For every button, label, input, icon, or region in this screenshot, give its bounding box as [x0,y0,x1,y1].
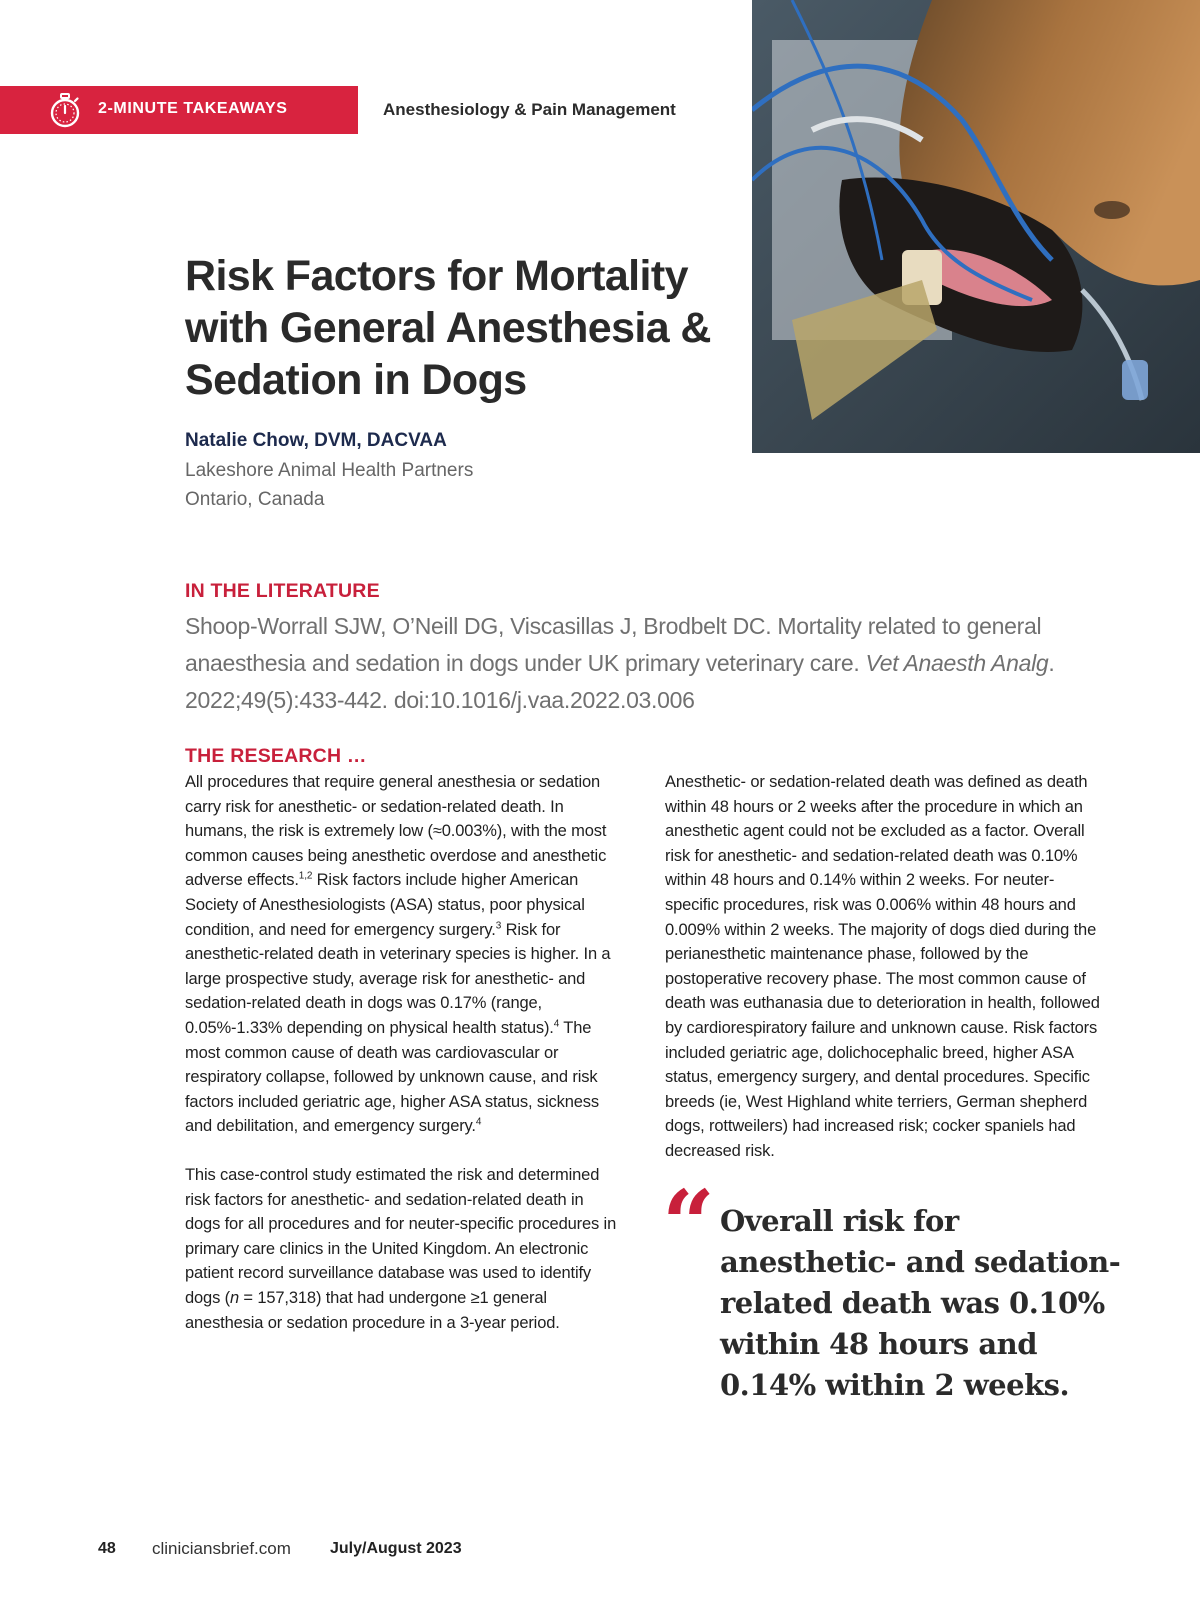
stopwatch-icon [48,93,82,129]
author-affiliation: Lakeshore Animal Health Partners [185,460,474,481]
paragraph-text: Risk for anesthetic-related death in veterinary species is higher. In a large prospective study, average risk for anesthetic- and sedation-related death in dogs was 0.17% (range, 0.05%-1.33% depending on physical health status). [185,920,611,1037]
research-heading: THE RESEARCH … [185,745,367,767]
reference-superscript: 4 [475,1116,482,1128]
paragraph-text: This case-control study estimated the risk and determined risk factors for anesthetic- and sedation-related death in dogs for all procedures and for neuter-specific procedures in primary care clinics in the United Kingdom. An electronic patient record surveillance database was used to identify dogs ( [185,1166,617,1307]
paragraph-text: All procedures that require general anesthesia or sedation carry risk for anesthetic- or sedation-related death. In humans, the risk is extremely low (≈0.003%), with the most common causes being anesthetic overdose and anesthetic adverse effects. [185,773,607,890]
research-paragraph-3: Anesthetic- or sedation-related death was defined as death within 48 hours or 2 weeks after the procedure in which an anesthetic agent could not be excluded as a factor. Overall risk for anesthetic- and sedation-related death was 0.10% within 48 hours and 0.14% within 2 weeks. For neuter-specific procedures, risk was 0.006% within 48 hours and 0.009% within 2 weeks. The majority of dogs died during the perianesthetic maintenance phase, followed by the postoperative recovery phase. The most common cause of death was euthanasia due to deterioration in health, followed by cardiorespiratory failure and unknown cause. Risk factors included geriatric age, dolichocephalic breed, higher ASA status, emergency surgery, and dental procedures. Specific breeds (ie, West Highland white terriers, German shepherd dogs, rottweilers) had increased risk; cocker spaniels had decreased risk. [665,773,1100,1160]
article-photo [752,0,1200,453]
reference-superscript: 1,2 [298,870,313,882]
paragraph-text: Risk factors include higher American Society of Anesthesiologists (ASA) status, poor physical condition, and need for emergency surgery. [185,871,585,939]
citation-authors-title: Shoop-Worrall SJW, O’Neill DG, Viscasillas J, Brodbelt DC. Mortality related to general anaesthesia and sedation in dogs under UK primary veterinary care. [185,613,1042,676]
literature-heading: IN THE LITERATURE [185,580,380,602]
category-label: Anesthesiology & Pain Management [383,100,676,119]
pull-quote: Overall risk for anesthetic- and sedation-related death was 0.10% within 48 hours and 0.14% within 2 weeks. [720,1204,1121,1402]
author-location: Ontario, Canada [185,489,325,510]
reference-superscript: 3 [495,920,502,932]
paragraph-text: The most common cause of death was cardiovascular or respiratory collapse, followed by unknown cause, and risk factors included geriatric age, higher ASA status, sickness and debilitation, and emergency surgery. [185,1018,599,1136]
author-name: Natalie Chow, DVM, DACVAA [185,430,447,451]
citation-details: . 2022;49(5):433-442. doi:10.1016/j.vaa.2022.03.006 [185,650,1055,713]
article-title: Risk Factors for Mortality with General Anesthesia & Sedation in Dogs [185,252,711,404]
paragraph-text: = 157,318) that had undergone ≥1 general anesthesia or sedation procedure in a 3-year period. [185,1288,560,1332]
site-link[interactable]: cliniciansbrief.com [152,1539,291,1558]
research-paragraph-2 [185,1163,623,1335]
page-number: 48 [98,1540,116,1557]
dog-under-anesthesia-image [752,0,1200,453]
citation [185,608,1065,719]
issue-date: July/August 2023 [330,1540,462,1557]
quote-mark-icon: “ [662,1170,715,1278]
reference-superscript: 4 [553,1018,560,1030]
citation-journal: Vet Anaesth Analg [865,650,1049,676]
research-paragraph-1 [185,770,623,1139]
section-banner [0,86,358,134]
banner-label: 2-MINUTE TAKEAWAYS [98,100,288,117]
sample-size-symbol: n [229,1288,239,1307]
